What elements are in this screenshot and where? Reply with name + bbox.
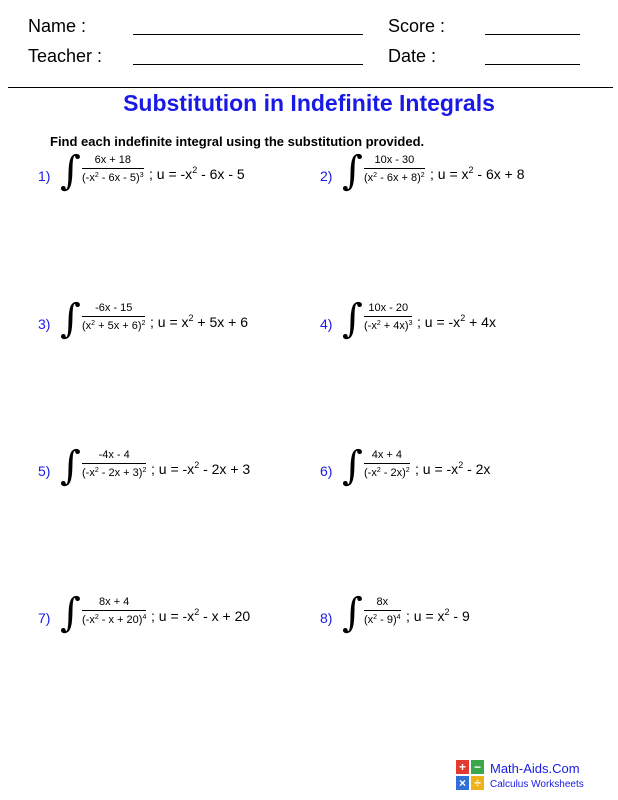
- problem-number: 1): [38, 168, 51, 184]
- denominator: $(x^2 - 9)^4$: [364, 614, 401, 626]
- substitution: ; $u = -x^2 - 6x - 5$: [149, 165, 245, 182]
- score-field[interactable]: [485, 34, 580, 35]
- numerator: 10x - 20: [364, 302, 412, 317]
- score-label: Score :: [388, 16, 446, 36]
- worksheet-title: Substitution in Indefinite Integrals: [123, 90, 495, 116]
- denominator: $(-x^2 - x + 20)^4$: [82, 614, 147, 626]
- problem-number: 6): [320, 463, 333, 479]
- minus-icon: −: [471, 760, 484, 774]
- integral-symbol-icon: ∫: [342, 296, 363, 342]
- numerator: 4x + 4: [364, 449, 410, 464]
- numerator: -6x - 15: [82, 302, 145, 317]
- integrand-fraction: [364, 302, 412, 332]
- integrand-fraction: [364, 449, 410, 479]
- problem-number: 8): [320, 610, 333, 626]
- math-aids-logo-icon: [456, 760, 484, 790]
- integrand-fraction: [364, 596, 401, 626]
- integrand-fraction: [82, 302, 145, 332]
- denominator: $(-x^2 - 2x)^2$: [364, 467, 410, 479]
- numerator: -4x - 4: [82, 449, 146, 464]
- integral-symbol-icon: ∫: [60, 296, 81, 342]
- header-divider: [8, 87, 613, 88]
- substitution: ; $u = -x^2 - 2x$: [415, 460, 491, 477]
- footer-site: Math-Aids.Com: [490, 761, 580, 776]
- integrand-fraction: [82, 154, 144, 184]
- substitution: ; $u = -x^2 - x + 20$: [151, 607, 251, 624]
- date-label: Date :: [388, 46, 437, 66]
- integral-symbol-icon: ∫: [342, 590, 363, 636]
- name-field[interactable]: [133, 34, 363, 35]
- divide-icon: ÷: [471, 776, 484, 790]
- integral-symbol-icon: ∫: [342, 443, 363, 489]
- substitution: ; $u = x^2 - 6x + 8$: [430, 165, 525, 182]
- footer-subtitle: Calculus Worksheets: [490, 779, 584, 790]
- denominator: $(-x^2 + 4x)^3$: [364, 320, 413, 332]
- instructions: Find each indefinite integral using the substitution provided.: [50, 134, 425, 149]
- integral-symbol-icon: ∫: [60, 590, 81, 636]
- teacher-field[interactable]: [133, 64, 363, 65]
- integrand-fraction: [82, 596, 146, 626]
- substitution: ; $u = x^2 - 9$: [406, 607, 470, 624]
- problem-number: 7): [38, 610, 51, 626]
- integral-symbol-icon: ∫: [342, 148, 363, 194]
- integral-symbol-icon: ∫: [60, 443, 81, 489]
- integrand-fraction: [364, 154, 425, 184]
- numerator: 6x + 18: [82, 154, 144, 169]
- numerator: 8x + 4: [82, 596, 146, 611]
- name-label: Name :: [28, 16, 87, 36]
- teacher-label: Teacher :: [28, 46, 103, 66]
- numerator: 8x: [364, 596, 401, 611]
- problem-number: 3): [38, 316, 51, 332]
- problem-number: 2): [320, 168, 333, 184]
- denominator: $(-x^2 - 2x + 3)^2$: [82, 467, 147, 479]
- substitution: ; $u = -x^2 - 2x + 3$: [151, 460, 251, 477]
- date-field[interactable]: [485, 64, 580, 65]
- problem-number: 5): [38, 463, 51, 479]
- problem-number: 4): [320, 316, 333, 332]
- denominator: $(x^2 - 6x + 8)^2$: [364, 172, 425, 184]
- numerator: 10x - 30: [364, 154, 425, 169]
- substitution: ; $u = -x^2 + 4x$: [417, 313, 496, 330]
- denominator: $(x^2 + 5x + 6)^2$: [82, 320, 146, 332]
- times-icon: ×: [456, 776, 469, 790]
- substitution: ; $u = x^2 + 5x + 6$: [150, 313, 249, 330]
- integrand-fraction: [82, 449, 146, 479]
- integral-symbol-icon: ∫: [60, 148, 81, 194]
- plus-icon: +: [456, 760, 469, 774]
- denominator: $(-x^2 - 6x - 5)^3$: [82, 172, 144, 184]
